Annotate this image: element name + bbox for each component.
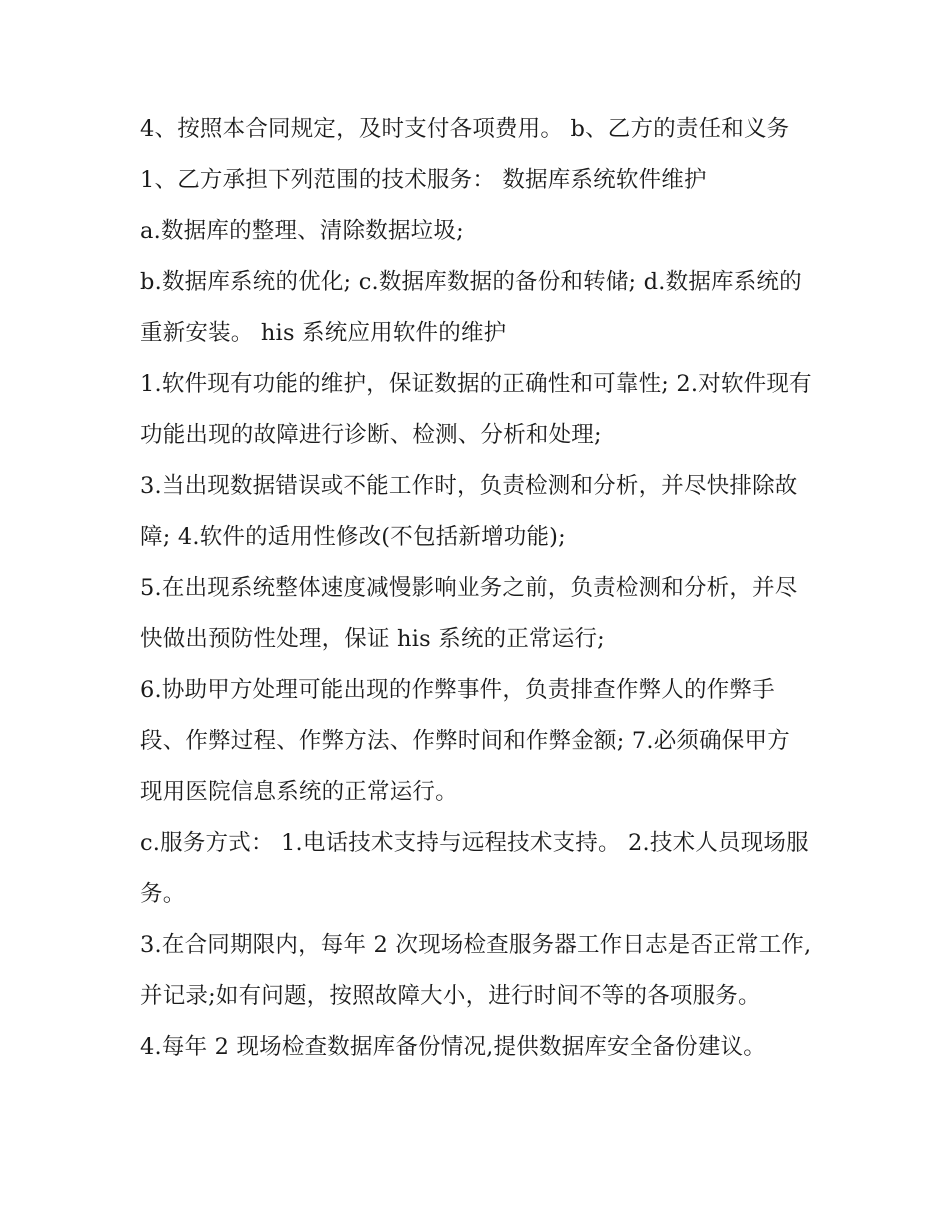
paragraph-payment-obligation: 4、按照本合同规定，及时支付各项费用。 b、乙方的责任和义务 1、乙方承担下列范围的技术服务： 数据库系统软件维护 bbox=[140, 116, 790, 193]
paragraph-software-maintenance: 1.软件现有功能的维护，保证数据的正确性和可靠性; 2.对软件现有功能出现的故障进行诊断、检测、分析和处理; bbox=[140, 371, 812, 448]
document-body bbox=[140, 104, 812, 1073]
paragraph-service-methods: c.服务方式： 1.电话技术支持与远程技术支持。 2.技术人员现场服务。 bbox=[140, 830, 809, 907]
paragraph-fault-handling: 3.当出现数据错误或不能工作时，负责检测和分析，并尽快排除故障; 4.软件的适用性修改(不包括新增功能); bbox=[140, 473, 798, 550]
paragraph-server-log-check: 3.在合同期限内，每年 2 次现场检查服务器工作日志是否正常工作,并记录;如有问题，按照故障大小，进行时间不等的各项服务。 bbox=[140, 932, 812, 1009]
paragraph-fraud-assistance: 6.协助甲方处理可能出现的作弊事件，负责排查作弊人的作弊手段、作弊过程、作弊方法、作弊时间和作弊金额; 7.必须确保甲方现用医院信息系统的正常运行。 bbox=[140, 677, 790, 805]
paragraph-database-optimization: b.数据库系统的优化; c.数据库数据的备份和转储; d.数据库系统的重新安装。 his 系统应用软件的维护 bbox=[140, 269, 802, 346]
paragraph-backup-check: 4.每年 2 现场检查数据库备份情况,提供数据库安全备份建议。 bbox=[140, 1034, 766, 1060]
paragraph-database-cleanup: a.数据库的整理、清除数据垃圾; bbox=[140, 218, 464, 244]
paragraph-preventive-processing: 5.在出现系统整体速度减慢影响业务之前，负责检测和分析，并尽快做出预防性处理，保证 his 系统的正常运行; bbox=[140, 575, 798, 652]
